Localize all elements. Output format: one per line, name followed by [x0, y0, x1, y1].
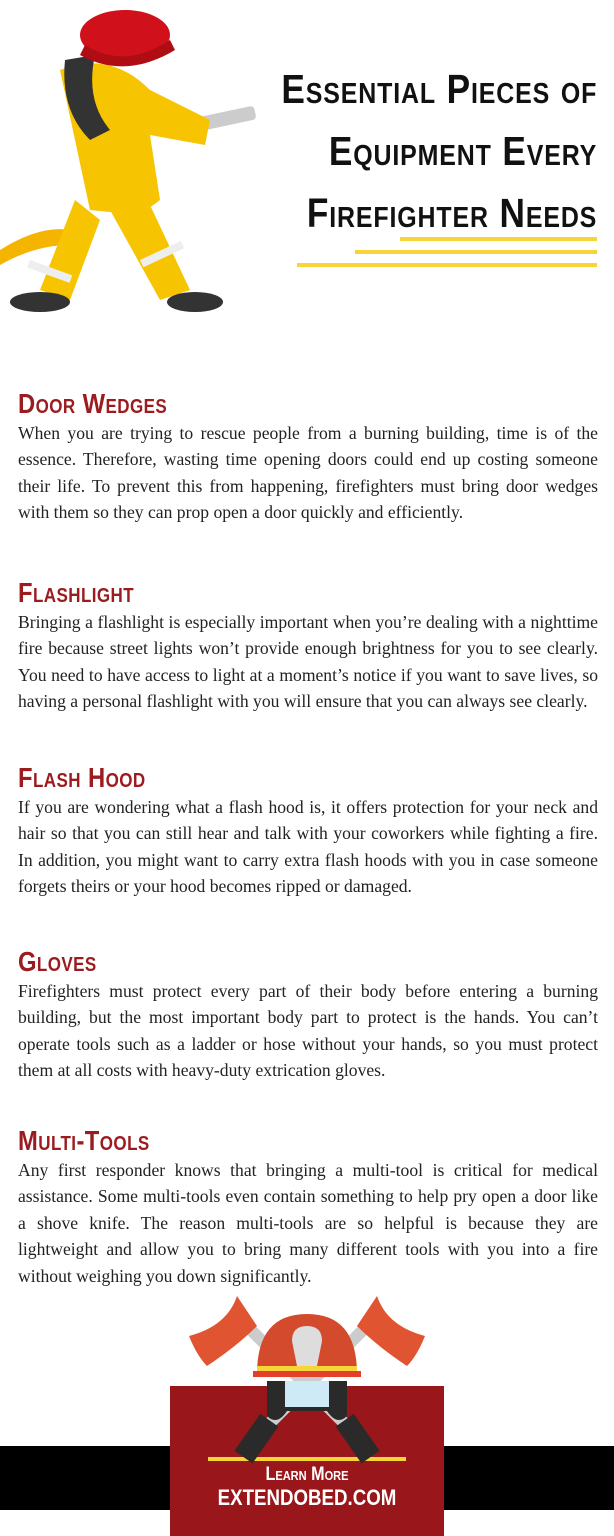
section-body: Any first responder knows that bringing a multi-tool is critical for medical assistance. Some multi-tools even contain something to help pry open a door like a shove knife. The reason multi-tools are so helpful is because they are lightweight and allow you to bring many different tools with you into a fire without weighing you down significantly. — [18, 1160, 598, 1286]
title-line: Essential Pieces of — [281, 66, 597, 112]
section-heading: Flashlight — [18, 577, 135, 608]
section-heading: Flash Hood — [18, 762, 146, 793]
title-line: Firefighter Needs — [306, 190, 597, 236]
cta-url: EXTENDOBED.COM — [217, 1485, 397, 1510]
section-door-wedges — [18, 388, 598, 526]
section-body: Firefighters must protect every part of their body before entering a burning building, but the most important body part to protect is the hands. You can’t operate tools such as a ladder or hose without your hands, so you must protect them at all costs with heavy-duty extrication gloves. — [18, 981, 598, 1081]
section-body: When you are trying to rescue people from a burning building, time is of the essence. Therefore, wasting time opening doors could end up costing someone their life. To prevent this from happening, firefighters must bring door wedges with them so they can prop open a door quickly and efficiently. — [18, 423, 598, 523]
title-line: Equipment Every — [328, 128, 597, 174]
page-title — [281, 58, 597, 244]
section-flashlight — [18, 577, 598, 715]
section-flash-hood — [18, 762, 598, 900]
section-gloves — [18, 946, 598, 1084]
section-heading: Gloves — [18, 946, 97, 977]
section-multi-tools — [18, 1125, 598, 1289]
cta-label: Learn More — [265, 1464, 349, 1485]
firefighter-illustration — [0, 0, 260, 330]
accent-line — [297, 263, 597, 267]
section-heading: Multi-Tools — [18, 1125, 150, 1156]
section-heading: Door Wedges — [18, 388, 168, 419]
helmet-axes-icon — [187, 1286, 427, 1466]
accent-line — [400, 237, 597, 241]
accent-line — [355, 250, 597, 254]
section-body: Bringing a flashlight is especially important when you’re dealing with a nighttime fire because street lights won’t provide enough brightness for you to see clearly. You need to have access to light at a moment’s notice if you want to save lives, so having a personal flashlight with you will ensure that you can always see clearly. — [18, 612, 598, 712]
section-body: If you are wondering what a flash hood is, it offers protection for your neck and hair so that you can still hear and talk with your coworkers while fighting a fire. In addition, you might want to carry extra flash hoods with you in case someone forgets theirs or your hood becomes ripped or damaged. — [18, 797, 598, 897]
